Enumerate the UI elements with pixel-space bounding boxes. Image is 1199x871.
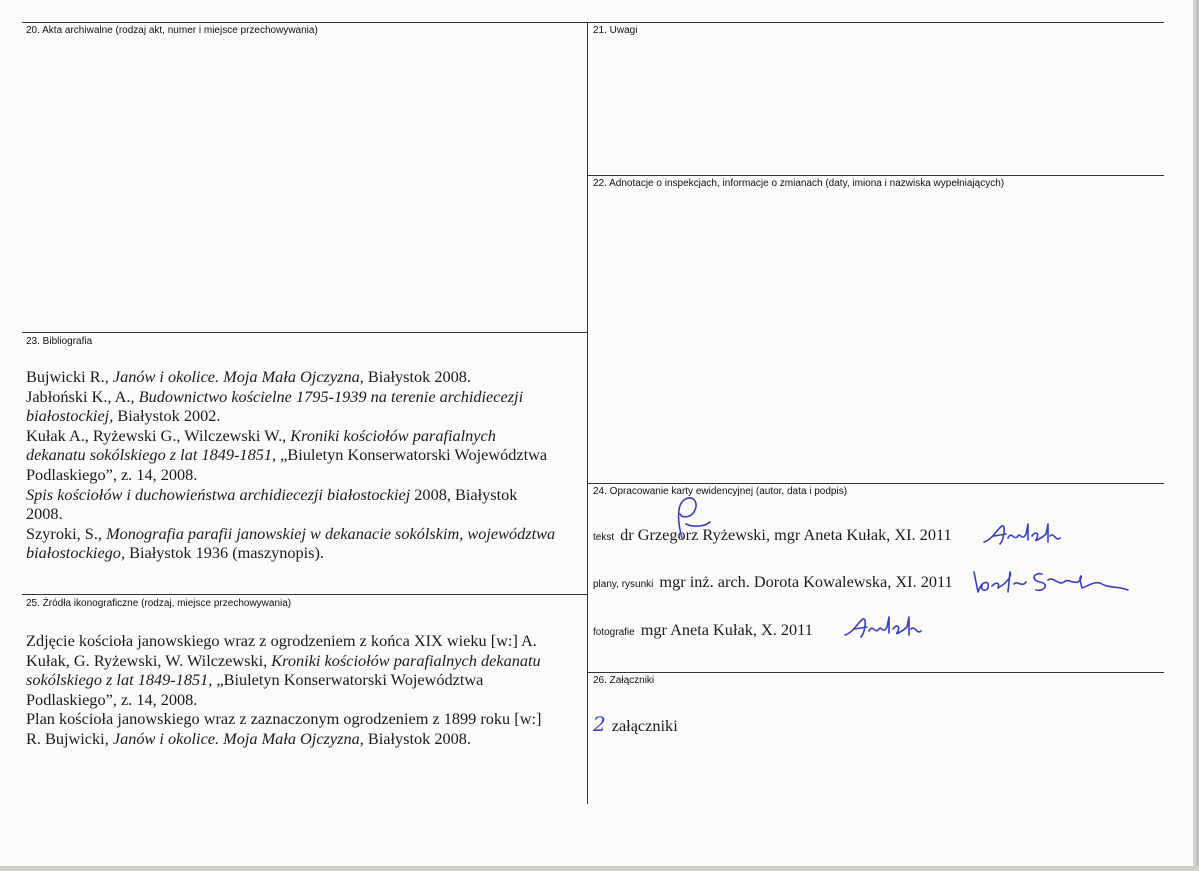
signature-kulak-2: [843, 613, 923, 643]
signature-kowalewska: [968, 566, 1133, 600]
author-row-text: [593, 525, 952, 545]
source-line: R. Bujwicki, Janów i okolice. Moja Mała Ojczyzna, Białystok 2008.: [26, 728, 471, 748]
rule-above-26: [587, 672, 1164, 673]
section-20-label: 20. Akta archiwalne (rodzaj akt, numer i miejsce przechowywania): [26, 25, 318, 36]
bibliography-line: Bujwicki R., Janów i okolice. Moja Mała Ojczyzna, Białystok 2008.: [26, 367, 471, 386]
bibliography-line: Spis kościołów i duchowieństwa archidiecezji białostockiej 2008, Białystok: [26, 484, 518, 504]
bibliography-text: [26, 367, 555, 563]
attachments-entry: [593, 712, 678, 736]
section-24-label: 24. Opracowanie karty ewidencyjnej (autor, data i podpis): [593, 486, 848, 497]
bibliography-line: Szyroki, S., Monografia parafii janowskiej w dekanacie sokólskim, województwa: [26, 523, 556, 543]
rule-above-24: [587, 483, 1164, 484]
bibliography-line: 2008.: [26, 504, 63, 524]
row-label-text: tekst: [593, 532, 615, 543]
bibliography-line: białostockiej, Białystok 2002.: [26, 406, 221, 426]
bibliography-line: Podlaskiego”, z. 14, 2008.: [26, 464, 198, 484]
section-23-label: 23. Bibliografia: [26, 336, 93, 347]
section-21-label: 21. Uwagi: [593, 25, 638, 36]
column-divider: [587, 22, 588, 804]
section-25-label: 25. Źródła ikonograficzne (rodzaj, miejsce przechowywania): [26, 598, 292, 609]
row-value-photos: mgr Aneta Kułak, X. 2011: [640, 620, 813, 639]
bibliography-line: Kułak A., Ryżewski G., Wilczewski W., Kroniki kościołów parafialnych: [26, 425, 496, 445]
rule-above-22: [587, 175, 1164, 176]
attachments-text: załączniki: [611, 716, 678, 735]
source-line: Podlaskiego”, z. 14, 2008.: [26, 689, 198, 709]
top-rule: [22, 22, 1164, 23]
section-22-label: 22. Adnotacje o inspekcjach, informacje o zmianach (daty, imiona i nazwiska wypełniających): [593, 178, 1005, 189]
row-label-drawings: plany, rysunki: [593, 579, 654, 590]
bibliography-line: Jabłoński K., A., Budownictwo kościelne 1795-1939 na terenie archidiecezji: [26, 386, 524, 406]
iconographic-sources-text: [26, 631, 541, 749]
author-row-drawings: [593, 572, 953, 592]
row-label-photos: fotografie: [593, 627, 635, 638]
bibliography-line: białostockiego, Białystok 1936 (maszynopis).: [26, 543, 325, 563]
source-line: Kułak, G. Ryżewski, W. Wilczewski, Kroniki kościołów parafialnych dekanatu: [26, 650, 541, 670]
rule-above-25: [22, 594, 587, 595]
source-line: Zdjęcie kościoła janowskiego wraz z ogrodzeniem z końca XIX wieku [w:] A.: [26, 631, 537, 650]
section-26-label: 26. Załączniki: [593, 675, 655, 686]
bibliography-line: dekanatu sokólskiego z lat 1849-1851, „Biuletyn Konserwatorski Województwa: [26, 445, 548, 465]
source-line: sokólskiego z lat 1849-1851, „Biuletyn Konserwatorski Województwa: [26, 670, 484, 690]
rule-above-23: [22, 332, 587, 333]
initial-ryzewski: [660, 494, 720, 544]
page-edge-bottom: [0, 866, 1199, 871]
row-value-drawings: mgr inż. arch. Dorota Kowalewska, XI. 2011: [659, 572, 953, 591]
author-row-photos: [593, 620, 813, 640]
source-line: Plan kościoła janowskiego wraz z zaznaczonym ogrodzeniem z 1899 roku [w:]: [26, 709, 542, 729]
page-edge-right: [1193, 0, 1199, 871]
attachments-count-handwritten: 2: [593, 712, 606, 736]
row-value-text: dr Grzegorz Ryżewski, mgr Aneta Kułak, XI. 2011: [620, 525, 952, 544]
signature-kulak: [982, 520, 1062, 550]
